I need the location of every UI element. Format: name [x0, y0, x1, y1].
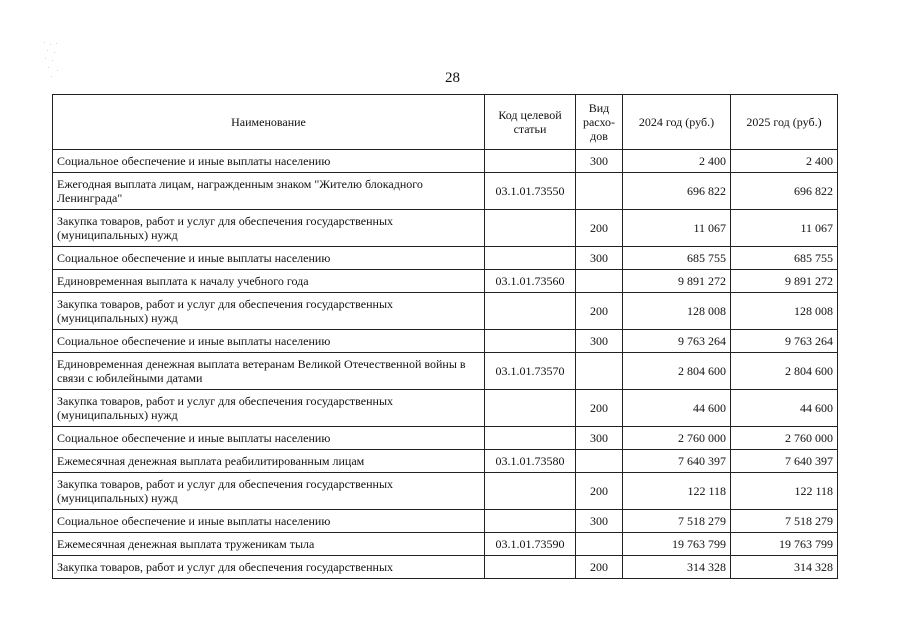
row-amount-2024-cell: 11 067	[623, 210, 731, 247]
table-row	[53, 427, 838, 450]
row-amount-2024-cell: 9 891 272	[623, 270, 731, 293]
row-code-cell	[485, 293, 576, 330]
table-row	[53, 293, 838, 330]
table-body	[53, 150, 838, 579]
table-row	[53, 533, 838, 556]
row-name-cell: Закупка товаров, работ и услуг для обеспечения государственных (муниципальных) нужд	[53, 473, 485, 510]
table-row	[53, 473, 838, 510]
row-amount-2025-cell: 44 600	[731, 390, 838, 427]
row-code-cell	[485, 150, 576, 173]
table-row	[53, 450, 838, 473]
table-row	[53, 330, 838, 353]
row-expense-type-cell: 300	[576, 150, 623, 173]
row-amount-2024-cell: 314 328	[623, 556, 731, 579]
row-name-cell: Закупка товаров, работ и услуг для обеспечения государственных (муниципальных) нужд	[53, 210, 485, 247]
row-amount-2025-cell: 7 518 279	[731, 510, 838, 533]
table-row	[53, 150, 838, 173]
row-expense-type-cell: 300	[576, 427, 623, 450]
row-expense-type-cell: 200	[576, 473, 623, 510]
row-amount-2024-cell: 2 804 600	[623, 353, 731, 390]
table-row	[53, 173, 838, 210]
row-name-cell: Ежегодная выплата лицам, награжденным знаком "Жителю блокадного Ленинграда"	[53, 173, 485, 210]
row-amount-2024-cell: 9 763 264	[623, 330, 731, 353]
row-amount-2025-cell: 9 763 264	[731, 330, 838, 353]
row-name-cell: Социальное обеспечение и иные выплаты населению	[53, 150, 485, 173]
row-code-cell: 03.1.01.73580	[485, 450, 576, 473]
row-expense-type-cell: 300	[576, 247, 623, 270]
row-amount-2025-cell: 2 400	[731, 150, 838, 173]
row-code-cell	[485, 473, 576, 510]
header-code: Код целевой статьи	[485, 95, 576, 150]
row-expense-type-cell: 200	[576, 556, 623, 579]
row-code-cell	[485, 510, 576, 533]
row-amount-2024-cell: 122 118	[623, 473, 731, 510]
row-amount-2024-cell: 696 822	[623, 173, 731, 210]
table-row	[53, 270, 838, 293]
row-code-cell	[485, 247, 576, 270]
row-amount-2025-cell: 11 067	[731, 210, 838, 247]
row-amount-2024-cell: 7 518 279	[623, 510, 731, 533]
row-amount-2025-cell: 122 118	[731, 473, 838, 510]
row-amount-2025-cell: 2 760 000	[731, 427, 838, 450]
row-expense-type-cell	[576, 533, 623, 556]
row-name-cell: Социальное обеспечение и иные выплаты населению	[53, 330, 485, 353]
row-name-cell: Социальное обеспечение и иные выплаты населению	[53, 510, 485, 533]
row-expense-type-cell	[576, 270, 623, 293]
row-expense-type-cell	[576, 173, 623, 210]
table-row	[53, 510, 838, 533]
row-amount-2024-cell: 44 600	[623, 390, 731, 427]
page-number: 28	[445, 70, 460, 86]
row-name-cell: Ежемесячная денежная выплата труженикам тыла	[53, 533, 485, 556]
row-amount-2025-cell: 19 763 799	[731, 533, 838, 556]
table-row	[53, 210, 838, 247]
row-amount-2024-cell: 7 640 397	[623, 450, 731, 473]
header-year-2025: 2025 год (руб.)	[731, 95, 838, 150]
row-name-cell: Социальное обеспечение и иные выплаты населению	[53, 427, 485, 450]
row-expense-type-cell: 200	[576, 210, 623, 247]
row-amount-2024-cell: 19 763 799	[623, 533, 731, 556]
row-expense-type-cell: 200	[576, 293, 623, 330]
row-name-cell: Закупка товаров, работ и услуг для обеспечения государственных	[53, 556, 485, 579]
table-header-row	[53, 95, 838, 150]
row-amount-2024-cell: 2 400	[623, 150, 731, 173]
row-name-cell: Социальное обеспечение и иные выплаты населению	[53, 247, 485, 270]
row-expense-type-cell: 200	[576, 390, 623, 427]
row-code-cell: 03.1.01.73550	[485, 173, 576, 210]
row-amount-2025-cell: 2 804 600	[731, 353, 838, 390]
row-amount-2025-cell: 696 822	[731, 173, 838, 210]
row-amount-2025-cell: 685 755	[731, 247, 838, 270]
row-expense-type-cell	[576, 353, 623, 390]
row-expense-type-cell: 300	[576, 330, 623, 353]
row-amount-2025-cell: 128 008	[731, 293, 838, 330]
row-name-cell: Единовременная денежная выплата ветеранам Великой Отечественной войны в связи с юбилейными датами	[53, 353, 485, 390]
row-code-cell	[485, 210, 576, 247]
row-name-cell: Единовременная выплата к началу учебного года	[53, 270, 485, 293]
row-amount-2025-cell: 314 328	[731, 556, 838, 579]
row-code-cell: 03.1.01.73560	[485, 270, 576, 293]
row-amount-2025-cell: 9 891 272	[731, 270, 838, 293]
header-expense-type: Вид расхо-дов	[576, 95, 623, 150]
table-row	[53, 353, 838, 390]
row-code-cell	[485, 427, 576, 450]
row-amount-2024-cell: 2 760 000	[623, 427, 731, 450]
row-amount-2024-cell: 685 755	[623, 247, 731, 270]
table-row	[53, 390, 838, 427]
table-row	[53, 556, 838, 579]
header-year-2024: 2024 год (руб.)	[623, 95, 731, 150]
row-code-cell	[485, 556, 576, 579]
row-code-cell: 03.1.01.73590	[485, 533, 576, 556]
row-name-cell: Ежемесячная денежная выплата реабилитированным лицам	[53, 450, 485, 473]
row-name-cell: Закупка товаров, работ и услуг для обеспечения государственных (муниципальных) нужд	[53, 293, 485, 330]
row-amount-2025-cell: 7 640 397	[731, 450, 838, 473]
row-code-cell	[485, 390, 576, 427]
row-amount-2024-cell: 128 008	[623, 293, 731, 330]
row-code-cell	[485, 330, 576, 353]
row-code-cell: 03.1.01.73570	[485, 353, 576, 390]
header-name: Наименование	[53, 95, 485, 150]
budget-table	[52, 94, 838, 579]
row-expense-type-cell	[576, 450, 623, 473]
row-name-cell: Закупка товаров, работ и услуг для обеспечения государственных (муниципальных) нужд	[53, 390, 485, 427]
table-row	[53, 247, 838, 270]
row-expense-type-cell: 300	[576, 510, 623, 533]
